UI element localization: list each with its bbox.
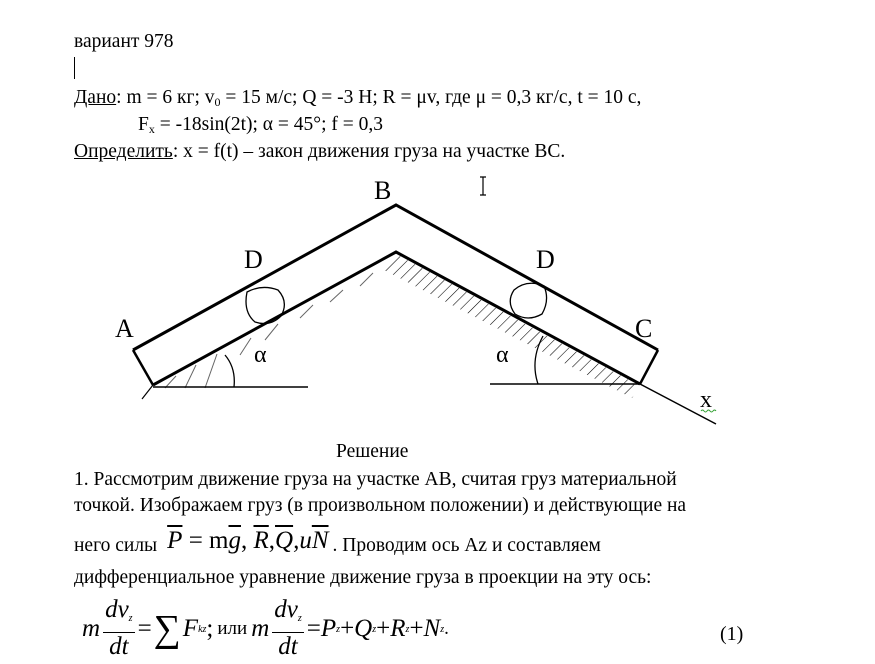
solution-paragraph-line-4: дифференциальное уравнение движение груза в проекции на эту ось: — [74, 567, 652, 588]
solution-paragraph-line-2: точкой. Изображаем груз (в произвольном положении) и действующие на — [74, 495, 687, 516]
fraction-dvz-dt-2: $\frac{\text{dvz}}{dt}$ — [274, 596, 302, 660]
fraction-dvz-dt: $\frac{\text{dvz}}{dt}$ — [105, 596, 133, 660]
label-A: A — [115, 314, 134, 343]
solution-paragraph-line-3: него силы $\overline{P} = m\overline{g}$, $\overline{R},\overline{Q},u\overline{N}$ . Проводим ось Аz и составляем — [74, 527, 601, 556]
solution-title: Решение — [336, 441, 409, 462]
label-D-right: D — [536, 245, 555, 274]
given-line-1: Дано: m = 6 кг; $v_0 = 15$ м/с; Q = -3 Н; R = μv, где μ = 0,3 кг/с, t = 10 с, — [74, 87, 642, 109]
label-x-axis: x — [700, 387, 712, 413]
label-D-left: D — [244, 245, 263, 274]
differential-equation: m $\frac{\text{dvz}}{dt}$ = ∑ F kz ; или m $\frac{\text{dvz}}{dt}$ = P z + Q z + R z + N z . — [82, 596, 449, 660]
find-line: Определить: x = f(t) – закон движения груза на участке ВС. — [74, 141, 566, 162]
given-line-2: $F_x = -18\sin(2t)$; α = 45°; f = 0,3 — [138, 114, 383, 136]
sum-symbol: ∑ — [153, 608, 181, 650]
variant-title: вариант 978 — [74, 31, 174, 52]
forces-formula: $\overline{P} = m\overline{g}$, $\overline{R},\overline{Q},u\overline{N}$ — [167, 527, 329, 554]
label-alpha-left: α — [254, 342, 267, 368]
label-C: C — [635, 314, 653, 343]
find-label: Определить — [74, 141, 173, 162]
given-label: Дано — [74, 87, 117, 108]
equation-number: (1) — [720, 623, 744, 645]
solution-paragraph-line-1: 1. Рассмотрим движение груза на участке АВ, считая груз материальной — [74, 469, 677, 490]
label-B: B — [374, 176, 392, 205]
label-alpha-right: α — [496, 342, 509, 368]
